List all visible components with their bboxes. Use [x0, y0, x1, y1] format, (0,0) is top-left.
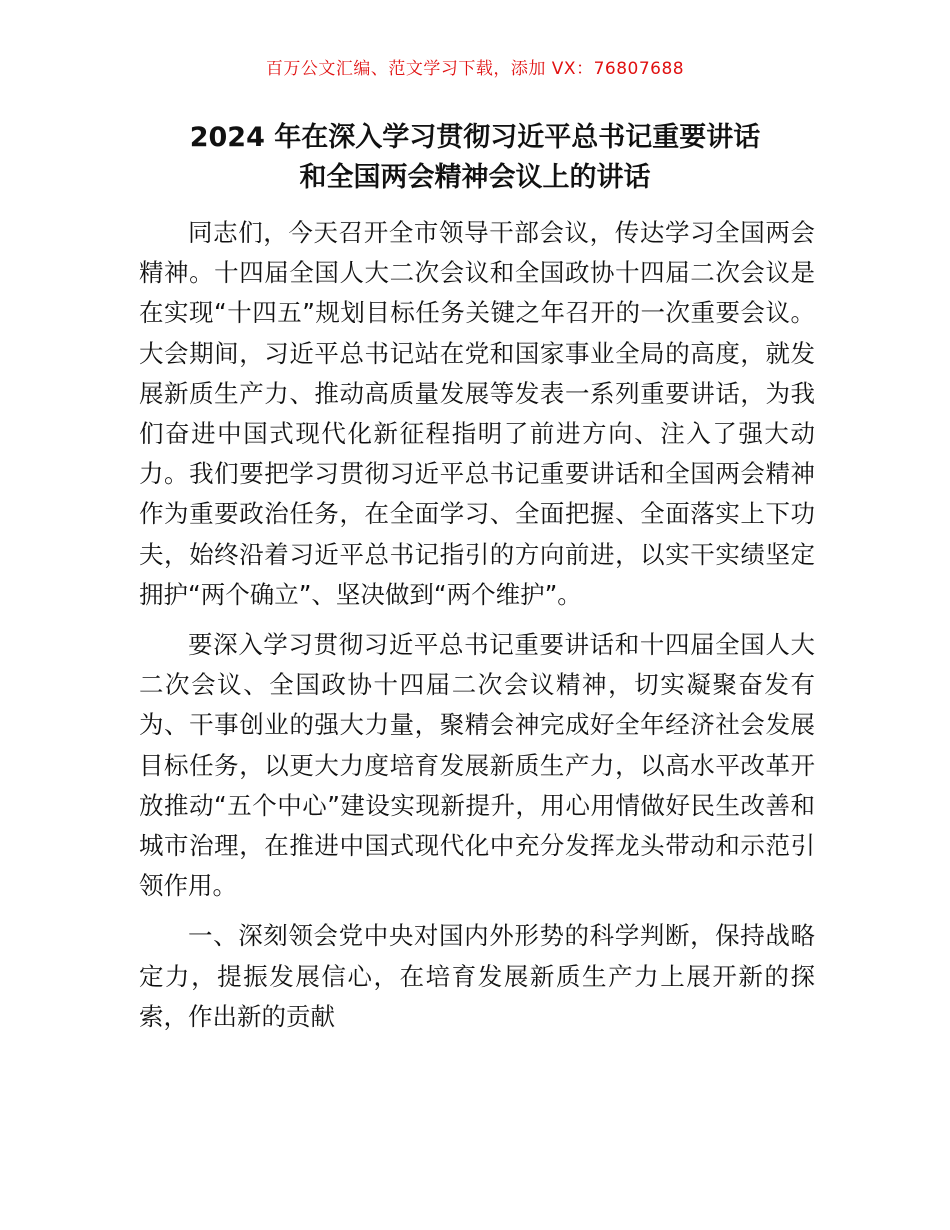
section-heading-1: 一、深刻领会党中央对国内外形势的科学判断，保持战略定力，提振发展信心，在培育发展新质生产力上展开新的探索，作出新的贡献 [139, 921, 815, 1031]
paragraph-2: 要深入学习贯彻习近平总书记重要讲话和十四届全国人大二次会议、全国政协十四届二次会议精神，切实凝聚奋发有为、干事创业的强大力量，聚精会神完成好全年经济社会发展目标任务，以更大力度培育发展新质生产力，以高水平改革开放推动“五个中心”建设实现新提升，用心用情做好民生改善和城市治理，在推进中国式现代化中充分发挥龙头带动和示范引领作用。 [139, 630, 815, 901]
paragraph-1: 同志们，今天召开全市领导干部会议，传达学习全国两会精神。十四届全国人大二次会议和全国政协十四届二次会议是在实现“十四五”规划目标任务关键之年召开的一次重要会议。大会期间，习近平总书记站在党和国家事业全局的高度，就发展新质生产力、推动高质量发展等发表一系列重要讲话，为我们奋进中国式现代化新征程指明了前进方向、注入了强大动力。我们要把学习贯彻习近平总书记重要讲话和全国两会精神作为重要政治任务，在全面学习、全面把握、全面落实上下功夫，始终沿着习近平总书记指引的方向前进，以实干实绩坚定拥护“两个确立”、坚决做到“两个维护”。 [139, 218, 815, 609]
title-line-2: 和全国两会精神会议上的讲话 [299, 162, 651, 193]
title-line-1: 2024 年在深入学习贯彻习近平总书记重要讲话 [189, 122, 761, 153]
watermark-banner: 百万公文汇编、范文学习下载，添加 VX：76807688 [265, 59, 685, 79]
document-title [60, 118, 890, 198]
document-body [139, 213, 815, 1037]
